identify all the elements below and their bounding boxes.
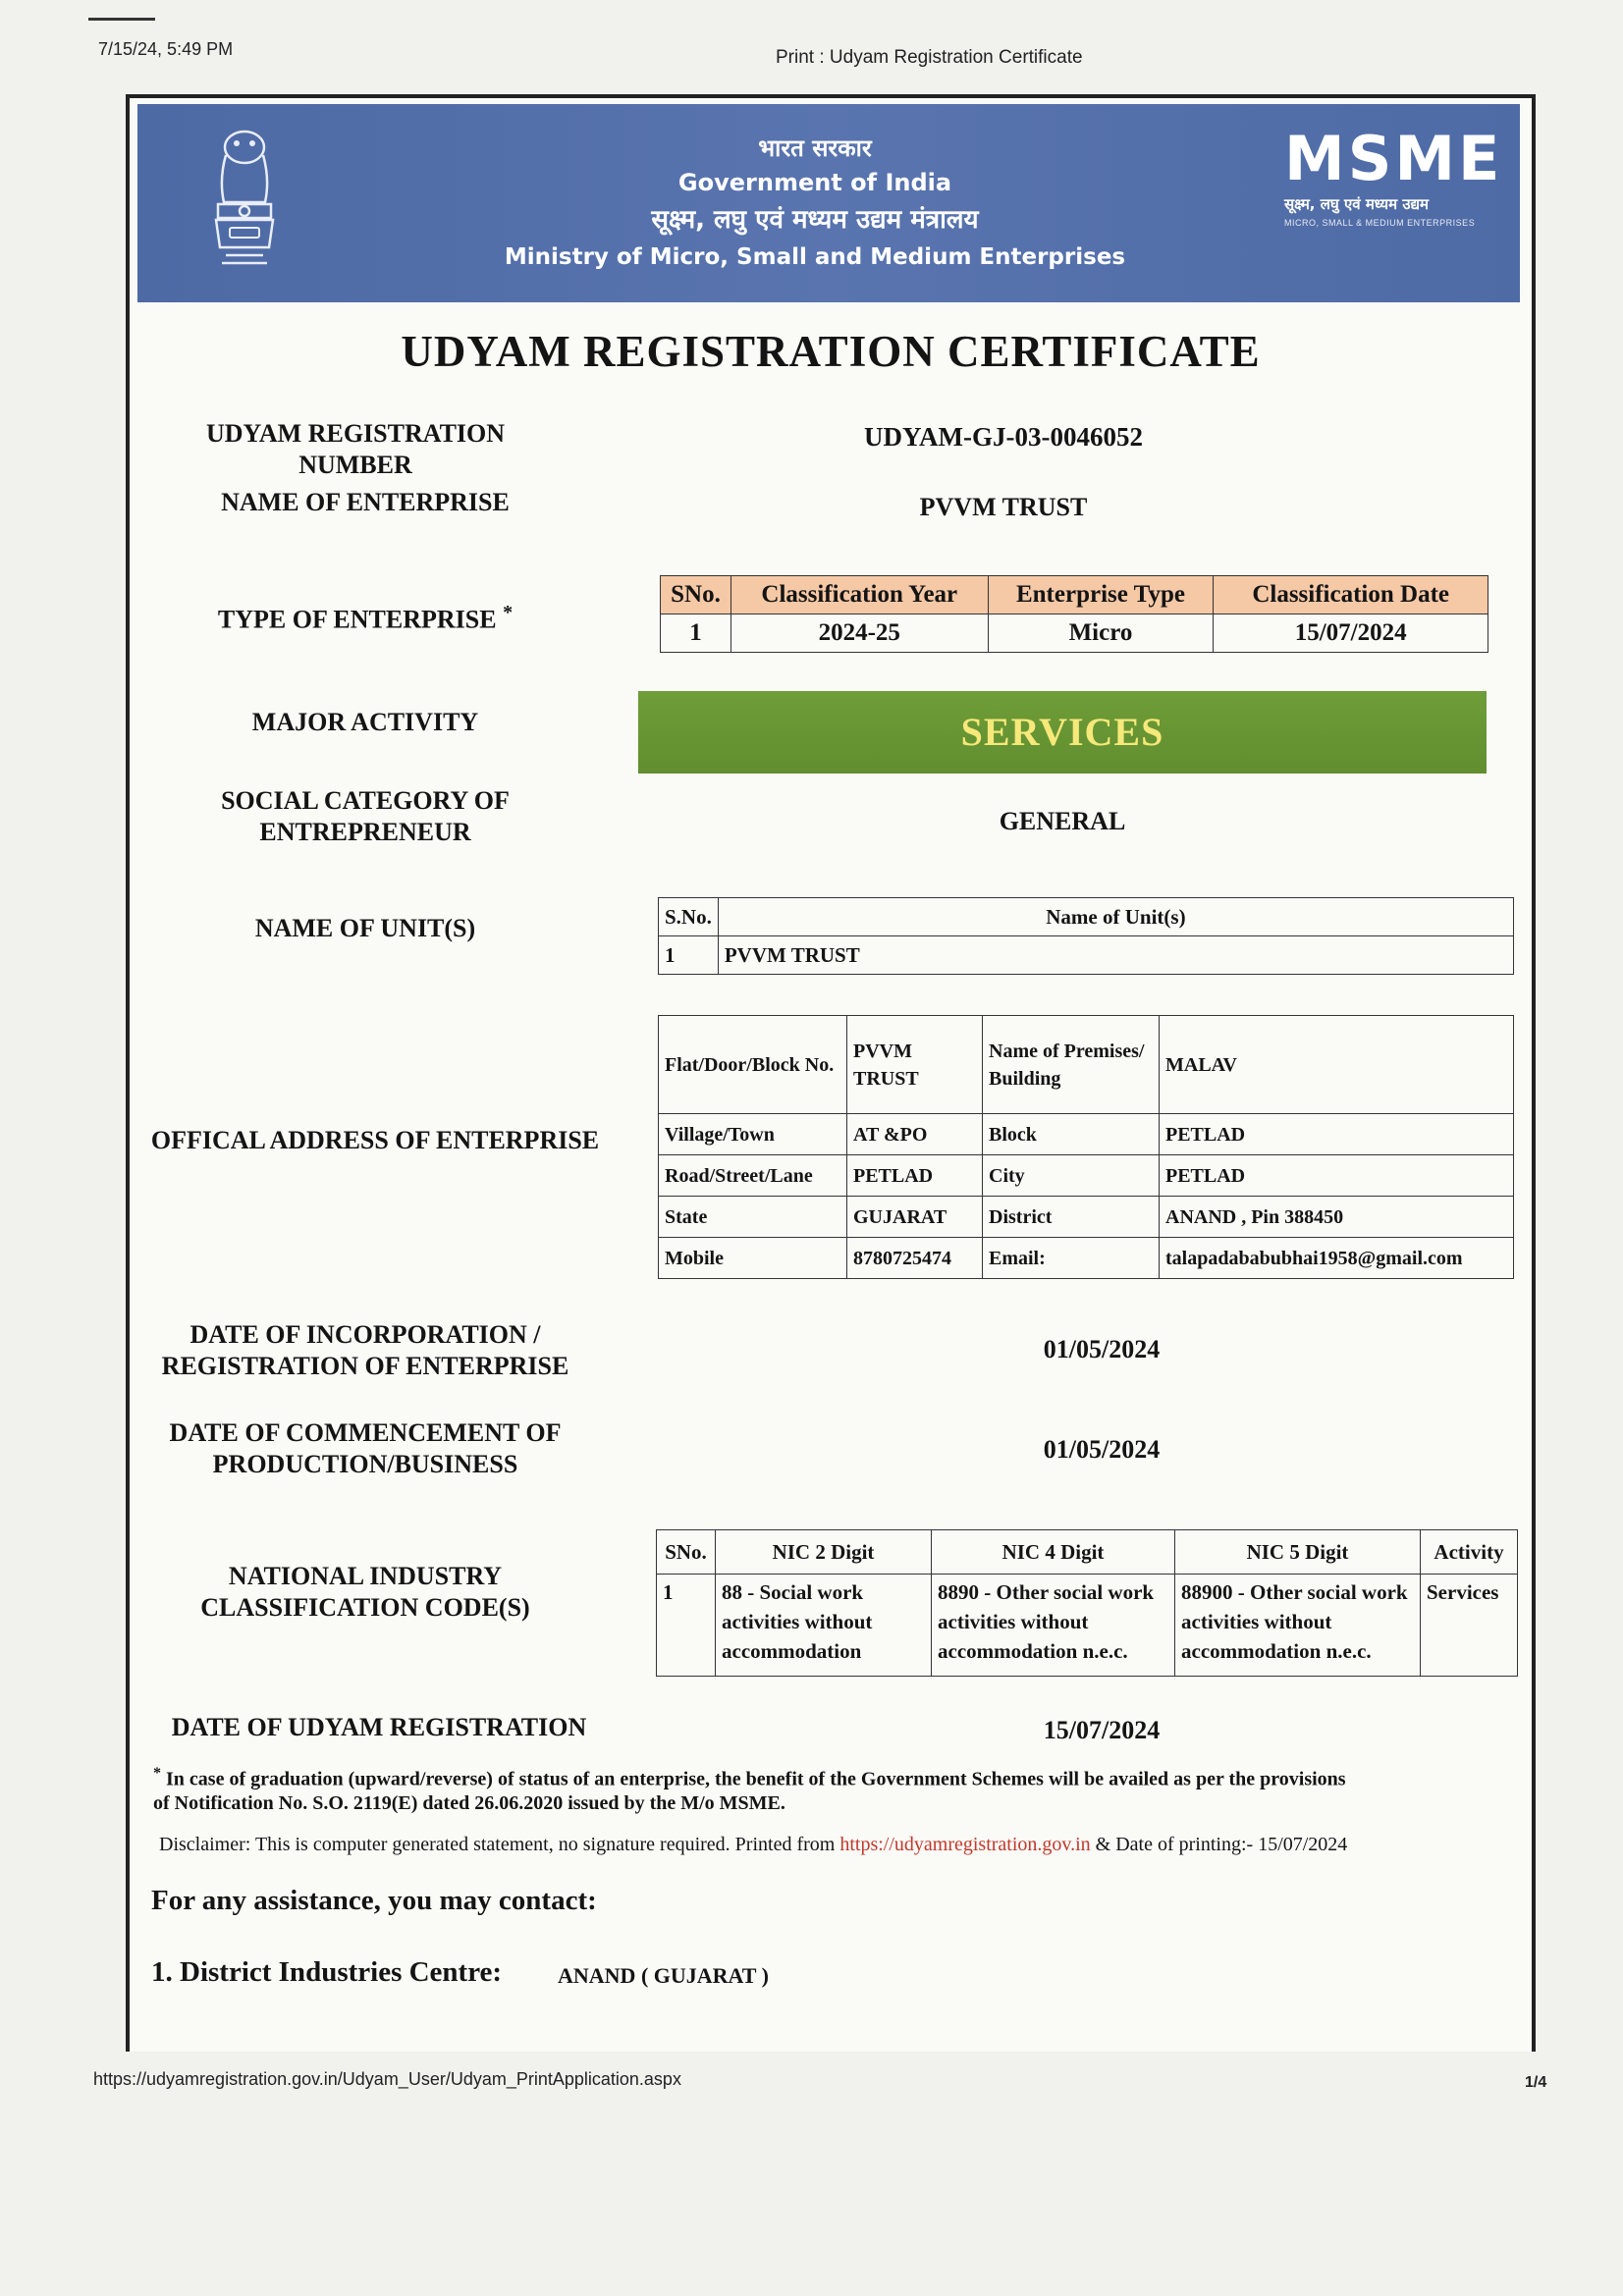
table-cell: Services [1421, 1575, 1518, 1677]
table-cell: 15/07/2024 [1214, 614, 1488, 653]
print-title: Print : Udyam Registration Certificate [776, 47, 1083, 68]
assistance-heading: For any assistance, you may contact: [151, 1885, 597, 1916]
msme-logo-tagline: सूक्ष्म, लघु एवं मध्यम उद्यम [1284, 195, 1429, 213]
table-row [659, 1238, 1514, 1279]
address-table [658, 1015, 1514, 1279]
major-activity-label: MAJOR ACTIVITY [251, 708, 479, 736]
table-cell: 8780725474 [847, 1238, 983, 1279]
table-header-cell: Name of Unit(s) [718, 898, 1513, 936]
incorporation-label: DATE OF INCORPORATION / REGISTRATION OF ENTERPRISE [161, 1320, 569, 1380]
units-label: NAME OF UNIT(S) [254, 914, 476, 942]
social-category: GENERAL [999, 807, 1126, 835]
table-row [659, 936, 1514, 975]
footnote-line-1: * In case of graduation (upward/reverse) of status of an enterprise, the benefit of the Government Schemes will be availed as per the provisions [153, 1765, 1346, 1790]
nic-table-header [657, 1530, 1518, 1575]
print-datetime: 7/15/24, 5:49 PM [98, 39, 234, 59]
disclaimer-link[interactable]: https://udyamregistration.gov.in [839, 1834, 1091, 1855]
table-cell: 1 [659, 936, 719, 975]
table-cell-label: Name of Premises/ Building [983, 1016, 1160, 1114]
table-cell: 1 [657, 1575, 716, 1677]
table-cell: 88 - Social work activities without accommodation [716, 1575, 932, 1677]
reg-number-label: UDYAM REGISTRATION NUMBER [205, 419, 506, 479]
units-table-header [659, 898, 1514, 936]
table-header-cell: Classification Year [730, 576, 988, 614]
table-cell: Micro [988, 614, 1214, 653]
scan-mark [88, 18, 155, 21]
type-label: TYPE OF ENTERPRISE * [217, 602, 514, 634]
table-header-cell: SNo. [657, 1530, 716, 1575]
footnote-line-2: of Notification No. S.O. 2119(E) dated 26.06.2020 issued by the M/o MSME. [153, 1792, 785, 1814]
table-cell-label: District [983, 1197, 1160, 1238]
table-cell-label: Village/Town [659, 1114, 847, 1155]
major-activity-bar [638, 691, 1487, 774]
table-row [659, 1114, 1514, 1155]
table-row [661, 614, 1488, 653]
units-table [658, 897, 1514, 975]
table-cell: PVVM TRUST [847, 1016, 983, 1114]
major-activity-value: SERVICES [960, 710, 1164, 754]
msme-logo-word: MSME [1284, 123, 1503, 194]
nic-label: NATIONAL INDUSTRY CLASSIFICATION CODE(S) [200, 1562, 530, 1622]
table-cell: GUJARAT [847, 1197, 983, 1238]
table-cell-label: Mobile [659, 1238, 847, 1279]
table-cell-label: Road/Street/Lane [659, 1155, 847, 1197]
banner-hindi-ministry: सूक्ष्म, लघु एवं मध्यम उद्यम मंत्रालय [651, 205, 979, 235]
table-cell: MALAV [1160, 1016, 1514, 1114]
table-cell: PETLAD [1160, 1114, 1514, 1155]
commencement-label: DATE OF COMMENCEMENT OF PRODUCTION/BUSINESS [169, 1418, 562, 1478]
enterprise-name: PVVM TRUST [919, 493, 1088, 521]
commencement-date: 01/05/2024 [1043, 1435, 1161, 1464]
banner-ministry: Ministry of Micro, Small and Medium Enterprises [504, 244, 1126, 270]
nic-table [656, 1529, 1518, 1677]
table-header-cell: NIC 2 Digit [716, 1530, 932, 1575]
table-cell-label: Email: [983, 1238, 1160, 1279]
government-banner [137, 104, 1520, 302]
table-row [659, 1155, 1514, 1197]
table-header-cell: SNo. [661, 576, 731, 614]
dic-value: ANAND ( GUJARAT ) [558, 1963, 769, 1988]
table-cell: talapadababubhai1958@gmail.com [1160, 1238, 1514, 1279]
banner-gov: Government of India [677, 169, 952, 196]
table-header-cell: Classification Date [1214, 576, 1488, 614]
table-header-cell: NIC 5 Digit [1175, 1530, 1421, 1575]
msme-logo [1284, 123, 1503, 236]
print-url: https://udyamregistration.gov.in/Udyam_User/Udyam_PrintApplication.aspx [93, 2069, 681, 2089]
address-label: OFFICAL ADDRESS OF ENTERPRISE [150, 1126, 600, 1154]
table-cell: 88900 - Other social work activities without accommodation n.e.c. [1175, 1575, 1421, 1677]
table-cell-label: City [983, 1155, 1160, 1197]
table-cell-label: Block [983, 1114, 1160, 1155]
incorporation-date: 01/05/2024 [1043, 1335, 1161, 1363]
udyam-reg-date-label: DATE OF UDYAM REGISTRATION [171, 1713, 587, 1741]
table-cell: AT &PO [847, 1114, 983, 1155]
table-cell-label: Flat/Door/Block No. [659, 1016, 847, 1114]
table-cell: 8890 - Other social work activities without accommodation n.e.c. [932, 1575, 1175, 1677]
print-page-number: 1/4 [1525, 2074, 1547, 2091]
table-cell: ANAND , Pin 388450 [1160, 1197, 1514, 1238]
table-row [659, 1197, 1514, 1238]
table-cell: 2024-25 [730, 614, 988, 653]
table-row [657, 1575, 1518, 1677]
enterprise-name-label: NAME OF ENTERPRISE [221, 488, 510, 516]
table-cell: PVVM TRUST [718, 936, 1513, 975]
banner-hindi-gov: भारत सरकार [758, 134, 872, 162]
table-header-cell: Activity [1421, 1530, 1518, 1575]
table-cell-label: State [659, 1197, 847, 1238]
table-cell: PETLAD [1160, 1155, 1514, 1197]
table-row [659, 1016, 1514, 1114]
state-emblem-icon [204, 126, 285, 273]
table-header-cell: NIC 4 Digit [932, 1530, 1175, 1575]
table-cell: PETLAD [847, 1155, 983, 1197]
disclaimer: Disclaimer: This is computer generated statement, no signature required. Printed from https://udyamregistration.gov.in & Date of printing:- 15/07/2024 [159, 1834, 1348, 1855]
table-cell: 1 [661, 614, 731, 653]
certificate [126, 94, 1536, 2052]
table-header-cell: S.No. [659, 898, 719, 936]
udyam-reg-date: 15/07/2024 [1043, 1716, 1161, 1744]
type-table [660, 575, 1488, 653]
dic-label: 1. District Industries Centre: [151, 1956, 503, 1988]
msme-logo-sub: MICRO, SMALL & MEDIUM ENTERPRISES [1284, 218, 1476, 228]
certificate-title: UDYAM REGISTRATION CERTIFICATE [401, 327, 1261, 376]
type-table-header [661, 576, 1488, 614]
social-category-label: SOCIAL CATEGORY OF ENTREPRENEUR [221, 786, 510, 846]
table-header-cell: Enterprise Type [988, 576, 1214, 614]
reg-number: UDYAM-GJ-03-0046052 [864, 422, 1143, 452]
